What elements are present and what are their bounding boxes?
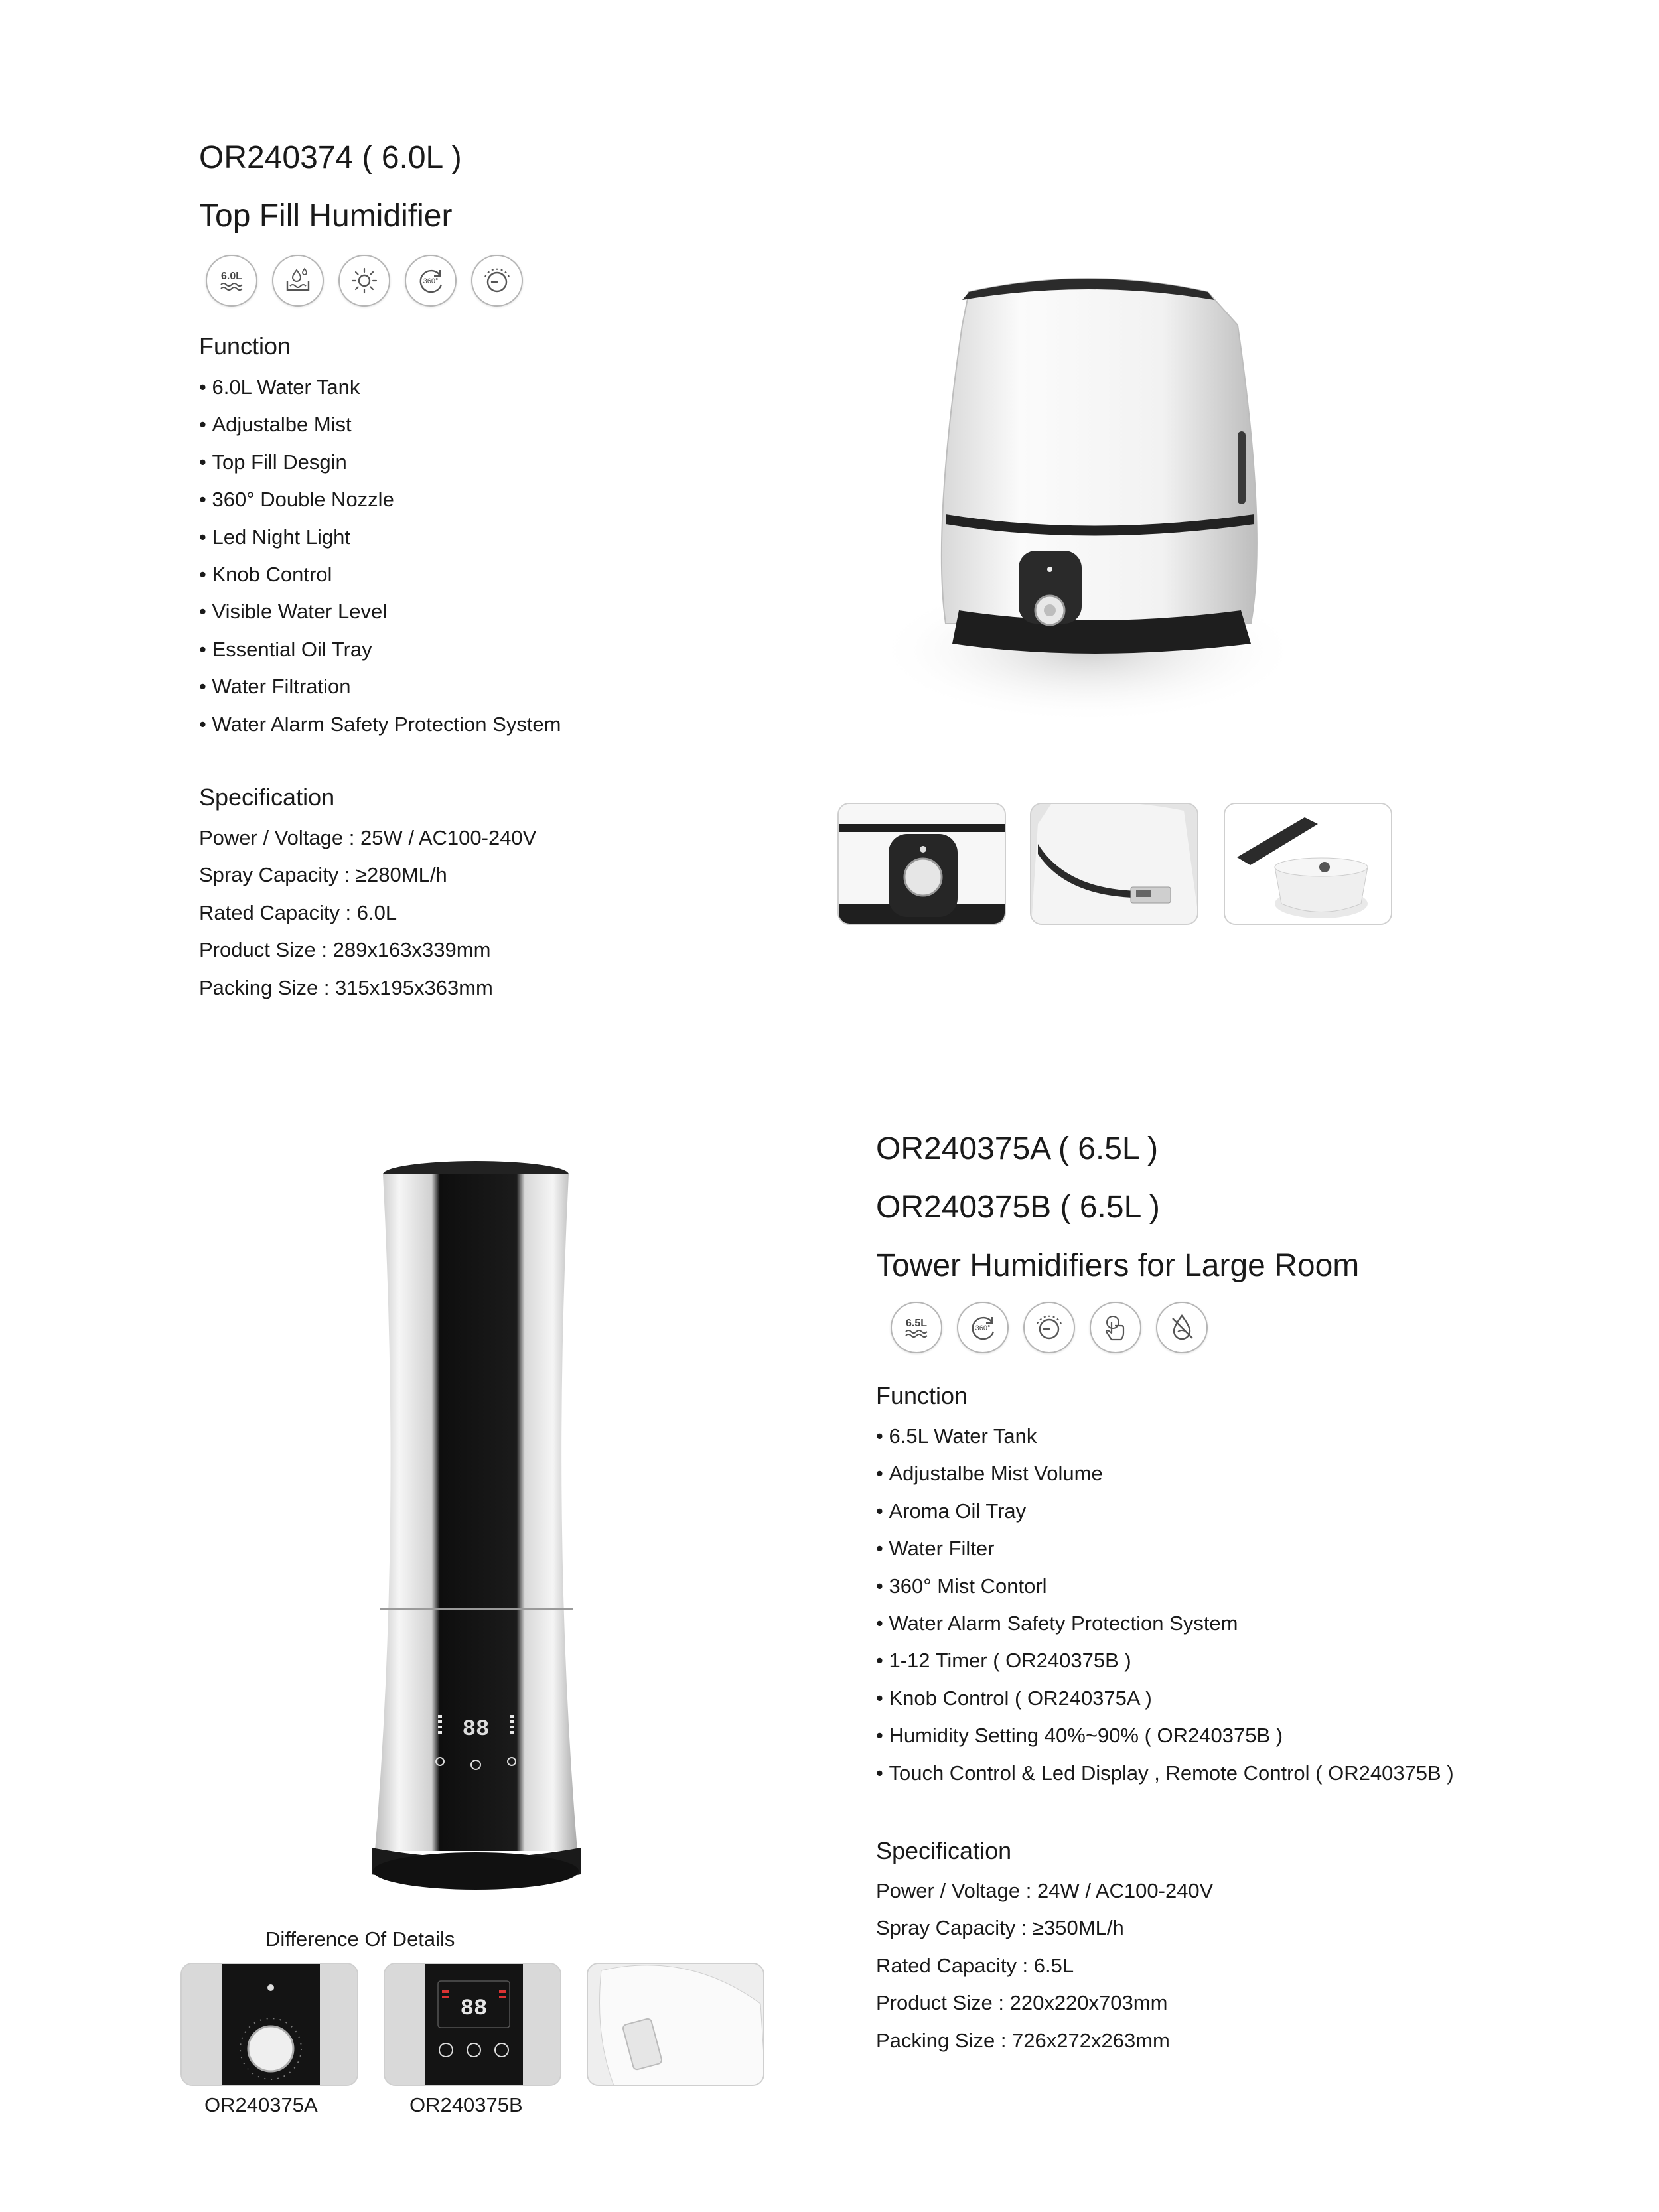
product2-model-b: OR240375B ( 6.5L ): [876, 1190, 1160, 1225]
detail-thumb-knob: [180, 1963, 358, 2086]
product2-main-image: [362, 1158, 591, 1914]
spec-item: Packing Size : 726x272x263mm: [876, 2028, 1170, 2052]
function-item: • 360° Double Nozzle: [199, 481, 561, 518]
product1-spec-list: [199, 819, 536, 1006]
product1-thumb-knob: [837, 803, 1006, 925]
product1-feature-icons: [206, 255, 523, 307]
function-item: • Touch Control & Led Display , Remote Control ( OR240375B ): [876, 1755, 1454, 1792]
function-item: • Top Fill Desgin: [199, 444, 561, 481]
tower-display-reading: 88: [462, 1717, 490, 1742]
function-item: • 6.5L Water Tank: [876, 1418, 1454, 1455]
product2-function-heading: Function: [876, 1382, 968, 1409]
difference-heading: Difference Of Details: [265, 1927, 455, 1951]
touch-control-icon: [1090, 1302, 1141, 1353]
function-item: • Knob Control: [199, 556, 561, 593]
product1-spec-heading: Specification: [199, 784, 335, 811]
product1-model: OR240374 ( 6.0L ): [199, 140, 462, 175]
tank-65l-label: 6.5L: [905, 1318, 928, 1329]
product2-feature-icons: [891, 1302, 1208, 1353]
product1-thumb-oil-tray: [1030, 803, 1198, 925]
product1-function-list: [199, 369, 561, 743]
spec-item: Product Size : 289x163x339mm: [199, 938, 491, 962]
rotate-360-icon: [405, 255, 457, 307]
rotate-360-icon: [957, 1302, 1009, 1353]
spec-item: Rated Capacity : 6.5L: [876, 1953, 1074, 1977]
function-item: • 360° Mist Contorl: [876, 1568, 1454, 1605]
detail-thumb-water-tank: [587, 1963, 764, 2086]
spec-item: Rated Capacity : 6.0L: [199, 900, 397, 924]
rotate-360-label: 360°: [975, 1324, 991, 1332]
function-item: • Essential Oil Tray: [199, 631, 561, 668]
function-item: • 6.0L Water Tank: [199, 369, 561, 406]
detail-display-reading: 88: [460, 1996, 488, 2022]
product2-spec-list: [876, 1872, 1213, 2059]
spec-item: Spray Capacity : ≥350ML/h: [876, 1916, 1124, 1940]
detail-thumb-display: [384, 1963, 561, 2086]
tank-6l-label: 6.0L: [220, 271, 243, 282]
tank-6l-icon: [206, 255, 257, 307]
function-item: • Water Alarm Safety Protection System: [199, 706, 561, 743]
function-item: • 1-12 Timer ( OR240375B ): [876, 1642, 1454, 1679]
function-item: • Aroma Oil Tray: [876, 1493, 1454, 1530]
function-item: • Visible Water Level: [199, 593, 561, 630]
function-item: • Water Alarm Safety Protection System: [876, 1605, 1454, 1642]
water-alarm-icon: [1156, 1302, 1208, 1353]
knob-icon: [471, 255, 523, 307]
rotate-360-label: 360°: [423, 277, 439, 285]
spec-item: Packing Size : 315x195x363mm: [199, 975, 493, 999]
spec-item: Product Size : 220x220x703mm: [876, 1991, 1168, 2015]
spec-item: Spray Capacity : ≥280ML/h: [199, 863, 447, 887]
product2-name: Tower Humidifiers for Large Room: [876, 1248, 1360, 1283]
function-item: • Humidity Setting 40%~90% ( OR240375B ): [876, 1717, 1454, 1754]
product1-name: Top Fill Humidifier: [199, 198, 453, 234]
product1-thumb-top-fill: [1224, 803, 1392, 925]
product1-main-image: [869, 252, 1307, 730]
spec-item: Power / Voltage : 24W / AC100-240V: [876, 1879, 1214, 1902]
product1-function-heading: Function: [199, 332, 291, 360]
product2-function-list: [876, 1418, 1454, 1792]
product2-model-a: OR240375A ( 6.5L ): [876, 1131, 1159, 1166]
product2-spec-heading: Specification: [876, 1837, 1012, 1864]
detail-label-b: OR240375B: [409, 2093, 523, 2116]
function-item: • Led Night Light: [199, 519, 561, 556]
tank-65l-icon: [891, 1302, 942, 1353]
function-item: • Water Filter: [876, 1530, 1454, 1567]
spec-item: Power / Voltage : 25W / AC100-240V: [199, 826, 537, 849]
night-light-icon: [338, 255, 390, 307]
function-item: • Water Filtration: [199, 668, 561, 705]
oil-tray-icon: [272, 255, 324, 307]
function-item: • Adjustalbe Mist: [199, 406, 561, 443]
function-item: • Knob Control ( OR240375A ): [876, 1680, 1454, 1717]
detail-label-a: OR240375A: [204, 2093, 318, 2116]
function-item: • Adjustalbe Mist Volume: [876, 1455, 1454, 1492]
knob-icon: [1023, 1302, 1075, 1353]
